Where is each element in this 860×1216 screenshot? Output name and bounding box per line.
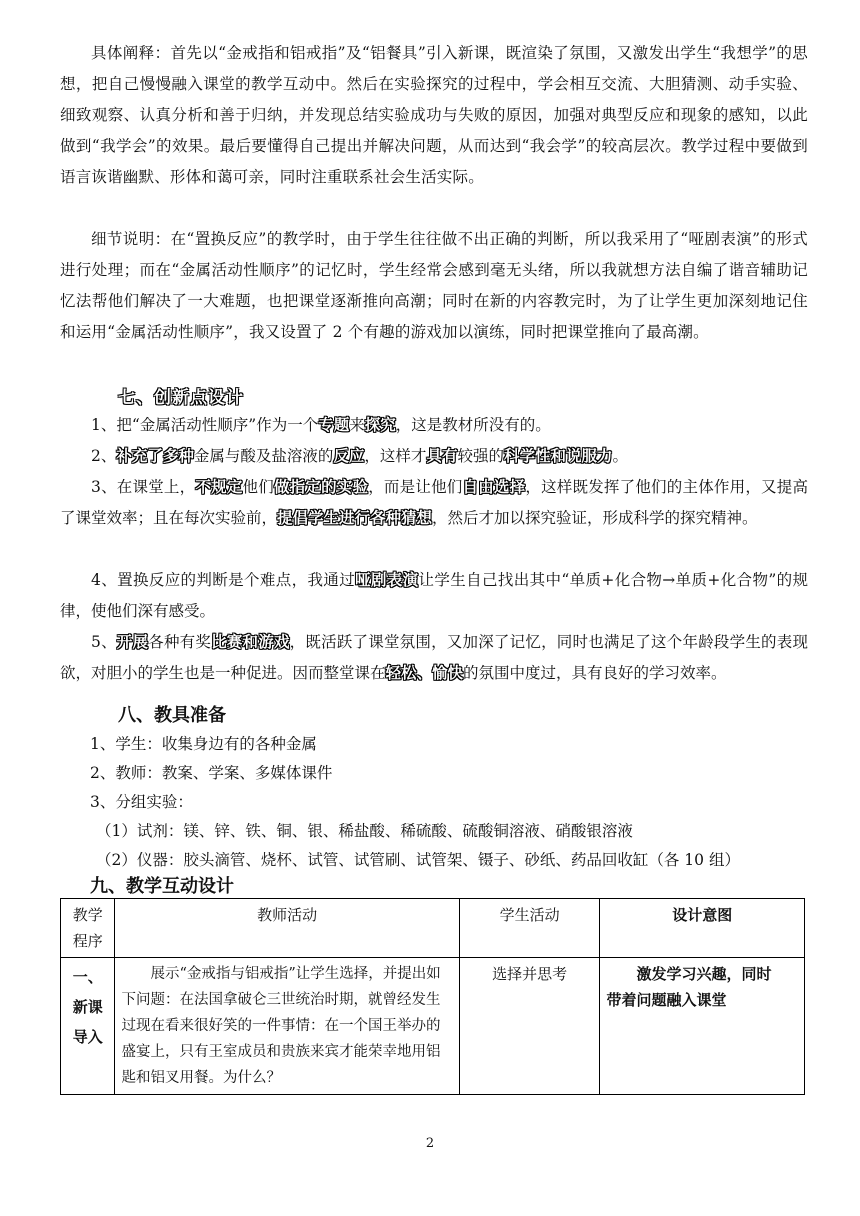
text: ，这样既发挥了他们的主体作用，又提高了课堂效率；且在每次实验前， [60, 478, 808, 527]
interaction-design-table [60, 898, 805, 1095]
table-row [61, 958, 805, 1095]
emphasis: 哑剧表演 [355, 571, 419, 589]
section7-title: 七、创新点设计 [118, 388, 244, 408]
innovation-item-1 [60, 410, 808, 441]
text: ，这样才 [364, 447, 427, 465]
header-text: 程序 [72, 932, 103, 950]
text: ，既活跃了课堂氛围，又加深了记忆，同时也满足了这个年龄段学生的表现欲，对胆小的学生也是一种促进。因而整堂课在 [60, 633, 808, 682]
text: 让学生自己找出其中“单质+化合物→单质+化合物”的规律，使他们深有感受。 [60, 571, 808, 620]
emphasis: 提倡学生进行各种猜想 [277, 509, 433, 527]
header-student: 学生活动 [459, 899, 600, 958]
purpose-cell [600, 958, 805, 1095]
page-number: 2 [425, 1136, 435, 1151]
emphasis: 科学性和说服力 [503, 447, 613, 465]
detail-paragraph: 细节说明：在“置换反应”的教学时，由于学生往往做不出正确的判断，所以我采用了“哑剧表演”的形式进行处理；而在“金属活动性顺序”的记忆时，学生经常会感到毫无头绪，所以我就想方法自编了谐音辅助记忆法帮他们解决了一大难题，也把课堂逐渐推向高潮；同时在新的内容教完时，为了让学生更加深刻地记住和运用“金属活动性顺序”，我又设置了 2 个有趣的游戏加以演练，同时把课堂推向了最高潮。 [60, 230, 808, 341]
explanation-paragraph: 具体阐释：首先以“金戒指和铝戒指”及“铝餐具”引入新课，既渲染了氛围，又激发出学生“我想学”的思想，把自己慢慢融入课堂的教学互动中。然后在实验探究的过程中，学会相互交流、大胆猜测、动手实验、细致观察、认真分析和善于归纳，并发现总结实验成功与失败的原因，加强对典型反应和现象的感知，以此做到“我学会”的效果。最后要懂得自己提出并解决问题，从而达到“我会学”的较高层次。教学过程中要做到语言诙谐幽默、形体和蔼可亲，同时注重联系社会生活实际。 [60, 44, 808, 186]
equipment-item: 3、分组实验： [90, 793, 193, 811]
purpose-text: 激发学习兴趣，同时 [636, 965, 772, 983]
text: 金属与酸及盐溶液的 [193, 447, 334, 465]
text: 1、把“金属活动性顺序”作为一个 [91, 416, 319, 434]
text: ，而是让他们 [368, 478, 463, 496]
step-text: 新课 [72, 998, 103, 1016]
emphasis: 反应 [333, 447, 365, 465]
text: 较强的 [457, 447, 504, 465]
text: 3、在课堂上， [91, 478, 196, 496]
table-header-row [61, 899, 805, 958]
step-text: 导入 [72, 1028, 103, 1046]
emphasis: 自由选择 [462, 478, 526, 496]
emphasis: 不规定 [195, 478, 243, 496]
header-teacher: 教师活动 [115, 899, 459, 958]
text: 他们 [242, 478, 274, 496]
student-activity-cell: 选择并思考 [459, 958, 600, 1095]
emphasis: 轻松、愉快 [385, 664, 464, 682]
header-text: 教学 [72, 906, 103, 924]
text: 的氛围中度过，具有良好的学习效率。 [463, 664, 727, 682]
emphasis: 开展 [116, 633, 149, 651]
equipment-item: 2、教师：教案、学案、多媒体课件 [90, 764, 333, 782]
innovation-item-2 [60, 441, 808, 472]
section8-title: 八、教具准备 [118, 705, 226, 726]
header-purpose: 设计意图 [600, 899, 805, 958]
step-text: 一、 [72, 968, 103, 986]
equipment-item: （2）仪器：胶头滴管、烧杯、试管、试管刷、试管架、镊子、砂纸、药品回收缸（各 10 组） [96, 851, 740, 869]
emphasis: 补充了多种 [116, 447, 194, 465]
text: ，这是教材所没有的。 [395, 416, 551, 434]
emphasis: 探究 [364, 416, 396, 434]
section9-title: 九、教学互动设计 [90, 876, 234, 897]
emphasis: 专题 [318, 416, 350, 434]
teacher-activity-cell: 展示“金戒指与铝戒指”让学生选择，并提出如下问题：在法国拿破仑三世统治时期，就曾经发生过现在看来很好笑的一件事情：在一个国王举办的盛宴上，只有王室成员和贵族来宾才能荣幸地用铝匙和铝叉用餐。为什么？ [115, 958, 459, 1095]
innovation-item-4 [60, 565, 808, 627]
header-step [61, 899, 115, 958]
text: ，然后才加以探究验证，形成科学的探究精神。 [432, 509, 758, 527]
purpose-text: 带着问题融入课堂 [606, 991, 727, 1009]
innovation-item-3 [60, 472, 808, 534]
text: 各种有奖 [148, 633, 212, 651]
emphasis: 做指定的实验 [273, 478, 369, 496]
text: 2、 [91, 447, 117, 465]
equipment-item: （1）试剂：镁、锌、铁、铜、银、稀盐酸、稀硫酸、硫酸铜溶液、硝酸银溶液 [96, 822, 633, 840]
emphasis: 具有 [426, 447, 458, 465]
equipment-item: 1、学生：收集身边有的各种金属 [90, 735, 317, 753]
innovation-item-5 [60, 627, 808, 689]
text: 。 [612, 447, 628, 465]
text: 来 [349, 416, 365, 434]
step-cell [61, 958, 115, 1095]
text: 4、置换反应的判断是个难点，我通过 [91, 571, 356, 589]
emphasis: 比赛和游戏 [211, 633, 290, 651]
text: 5、 [91, 633, 117, 651]
